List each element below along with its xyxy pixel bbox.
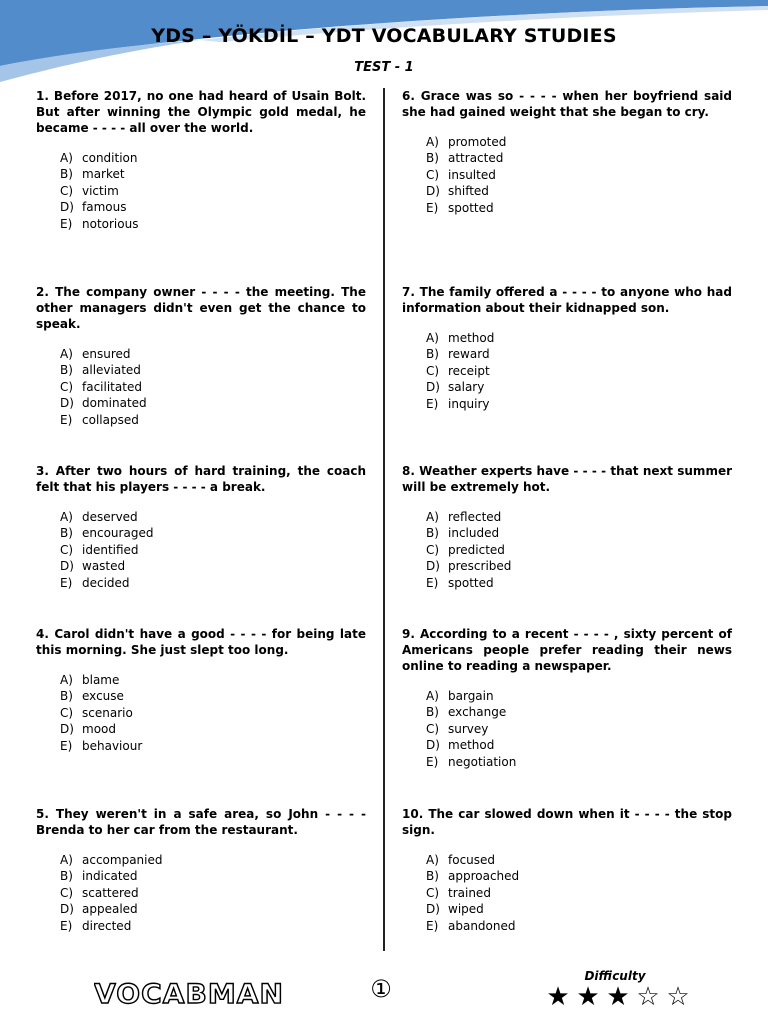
option-text: salary [448,380,485,395]
question-stem: 2. The company owner - - - - the meeting. The other managers didn't even get the chance to speak. [36,285,366,331]
difficulty-label: Difficulty [584,969,646,983]
page-number: ① [370,975,392,1003]
option-letter: D) [426,738,440,753]
option-text: market [82,167,125,182]
option-letter: E) [60,216,73,231]
option-text: victim [82,183,119,198]
question-9 [402,626,732,770]
option-text: blame [82,673,120,687]
option-letter: B) [426,705,439,720]
option-e[interactable] [60,575,366,591]
option-e[interactable] [426,575,732,591]
option-c[interactable] [60,379,366,395]
option-text: inquiry [448,396,490,411]
question-stem: 4. Carol didn't have a good - - - - for being late this morning. She just slept too long. [36,627,366,657]
option-text: alleviated [82,363,141,378]
option-letter: C) [426,363,440,378]
option-text: method [448,331,495,345]
option-text: wiped [448,902,484,917]
option-text: scenario [82,705,133,720]
star-filled-icon: ★ [546,982,570,1012]
option-d[interactable] [426,183,732,199]
option-text: approached [448,869,520,884]
test-subtitle: TEST - 1 [354,60,414,75]
option-text: mood [82,722,116,737]
question-3 [36,463,366,591]
option-letter: C) [60,379,74,394]
option-a[interactable] [60,509,366,525]
option-letter: B) [60,167,73,182]
option-text: spotted [448,200,494,215]
option-text: promoted [448,135,507,149]
option-e[interactable] [60,216,366,232]
option-text: attracted [448,151,504,166]
option-d[interactable] [60,721,366,737]
option-a[interactable] [60,346,366,362]
option-b[interactable] [426,868,732,884]
option-text: spotted [448,575,494,590]
option-text: prescribed [448,559,512,574]
option-letter: A) [60,151,73,165]
star-filled-icon: ★ [576,982,600,1012]
option-letter: A) [426,135,439,149]
option-letter: D) [426,902,440,917]
option-c[interactable] [60,705,366,721]
option-text: identified [82,542,139,557]
option-letter: C) [60,705,74,720]
option-text: wasted [82,559,126,574]
option-c[interactable] [426,542,732,558]
option-letter: A) [60,853,73,867]
option-text: excuse [82,689,124,704]
option-text: ensured [82,347,131,361]
option-letter: B) [426,151,439,166]
difficulty-stars [543,983,693,1011]
option-text: encouraged [82,526,154,541]
option-letter: A) [426,853,439,867]
option-text: behaviour [82,738,143,753]
option-list [60,509,366,591]
option-list [60,346,366,428]
option-letter: A) [60,510,73,524]
option-c[interactable] [60,542,366,558]
vocabman-logo [94,978,288,1008]
svg-text:VOCABMAN: VOCABMAN [94,979,284,1008]
page-title: YDS – YÖKDİL – YDT VOCABULARY STUDIES [151,25,617,47]
option-letter: C) [60,542,74,557]
option-a[interactable] [60,852,366,868]
question-4 [36,626,366,754]
option-text: condition [82,151,138,165]
star-empty-icon: ☆ [666,982,690,1012]
option-text: accompanied [82,853,163,867]
option-letter: D) [426,380,440,395]
option-list [426,509,732,591]
question-stem: 6. Grace was so - - - - when her boyfriend said she had gained weight that she began to cry. [402,89,732,119]
option-text: indicated [82,869,138,884]
option-e[interactable] [60,738,366,754]
option-letter: C) [426,167,440,182]
option-text: deserved [82,510,138,524]
option-b[interactable] [60,868,366,884]
option-letter: D) [60,722,74,737]
question-stem: 8. Weather experts have - - - - that next summer will be extremely hot. [402,464,732,494]
option-letter: E) [60,575,73,590]
option-e[interactable] [60,918,366,934]
option-letter: E) [426,754,439,769]
option-letter: C) [60,183,74,198]
option-text: survey [448,721,489,736]
option-letter: A) [60,673,73,687]
option-letter: D) [426,559,440,574]
option-d[interactable] [426,379,732,395]
question-stem: 1. Before 2017, no one had heard of Usain Bolt. But after winning the Olympic gold medal, he became - - - - all over the world. [36,89,366,135]
option-letter: D) [60,396,74,411]
option-text: notorious [82,216,139,231]
option-text: trained [448,885,491,900]
option-letter: E) [426,918,439,933]
option-c[interactable] [426,167,732,183]
option-text: decided [82,575,130,590]
option-text: facilitated [82,379,142,394]
option-letter: E) [426,200,439,215]
option-b[interactable] [426,704,732,720]
option-text: reward [448,347,490,362]
option-list [426,852,732,934]
option-letter: A) [426,331,439,345]
option-text: method [448,738,495,753]
option-text: appealed [82,902,138,917]
option-text: scattered [82,885,139,900]
option-letter: C) [60,885,74,900]
option-text: dominated [82,396,147,411]
question-stem: 10. The car slowed down when it - - - - the stop sign. [402,807,732,837]
option-letter: B) [426,347,439,362]
option-letter: B) [60,689,73,704]
option-d[interactable] [426,737,732,753]
option-e[interactable] [426,396,732,412]
option-letter: A) [426,510,439,524]
question-8 [402,463,732,591]
question-5 [36,806,366,934]
option-letter: E) [426,396,439,411]
option-text: included [448,526,500,541]
option-c[interactable] [60,183,366,199]
option-list [426,330,732,412]
option-letter: D) [60,559,74,574]
question-10 [402,806,732,934]
question-6 [402,88,732,216]
option-letter: B) [60,526,73,541]
option-text: famous [82,200,127,215]
option-letter: E) [60,918,73,933]
option-letter: D) [60,902,74,917]
option-a[interactable] [426,852,732,868]
option-list [60,852,366,934]
option-letter: A) [60,347,73,361]
option-letter: B) [426,869,439,884]
option-text: directed [82,918,132,933]
option-letter: B) [60,363,73,378]
option-b[interactable] [60,362,366,378]
option-d[interactable] [60,395,366,411]
option-b[interactable] [60,525,366,541]
question-7 [402,284,732,412]
option-d[interactable] [426,558,732,574]
option-e[interactable] [426,918,732,934]
option-letter: C) [426,542,440,557]
option-letter: E) [60,412,73,427]
option-a[interactable] [426,330,732,346]
option-d[interactable] [60,558,366,574]
question-1 [36,88,366,232]
option-text: predicted [448,542,505,557]
question-stem: 7. The family offered a - - - - to anyone who had information about their kidnapped son. [402,285,732,315]
option-text: insulted [448,167,496,182]
option-text: receipt [448,363,490,378]
option-text: reflected [448,510,502,524]
option-letter: E) [60,738,73,753]
option-letter: B) [426,526,439,541]
option-a[interactable] [426,509,732,525]
option-c[interactable] [426,885,732,901]
option-letter: E) [426,575,439,590]
question-stem: 5. They weren't in a safe area, so John - - - - Brenda to her car from the restaurant. [36,807,366,837]
option-a[interactable] [426,134,732,150]
option-text: collapsed [82,412,139,427]
option-list [426,134,732,216]
option-list [426,688,732,770]
option-d[interactable] [426,901,732,917]
question-2 [36,284,366,428]
option-list [60,672,366,754]
option-e[interactable] [60,412,366,428]
option-letter: C) [426,885,440,900]
option-d[interactable] [60,199,366,215]
option-b[interactable] [426,150,732,166]
option-letter: D) [60,200,74,215]
option-text: focused [448,853,496,867]
column-divider [383,88,385,951]
option-c[interactable] [426,721,732,737]
option-list [60,150,366,232]
question-stem: 9. According to a recent - - - - , sixty percent of Americans people prefer reading their news online to reading a newspaper. [402,627,732,673]
option-d[interactable] [60,901,366,917]
option-e[interactable] [426,200,732,216]
option-b[interactable] [60,688,366,704]
option-letter: D) [426,184,440,199]
option-letter: B) [60,869,73,884]
option-text: negotiation [448,754,517,769]
option-a[interactable] [60,150,366,166]
option-a[interactable] [60,672,366,688]
option-b[interactable] [60,166,366,182]
option-b[interactable] [426,346,732,362]
option-text: shifted [448,184,489,199]
option-c[interactable] [426,363,732,379]
option-b[interactable] [426,525,732,541]
option-text: exchange [448,705,507,720]
star-empty-icon: ☆ [636,982,660,1012]
option-letter: A) [426,689,439,703]
option-text: abandoned [448,918,516,933]
option-e[interactable] [426,754,732,770]
option-a[interactable] [426,688,732,704]
option-text: bargain [448,689,494,703]
option-letter: C) [426,721,440,736]
question-stem: 3. After two hours of hard training, the coach felt that his players - - - - a break. [36,464,366,494]
option-c[interactable] [60,885,366,901]
star-filled-icon: ★ [606,982,630,1012]
